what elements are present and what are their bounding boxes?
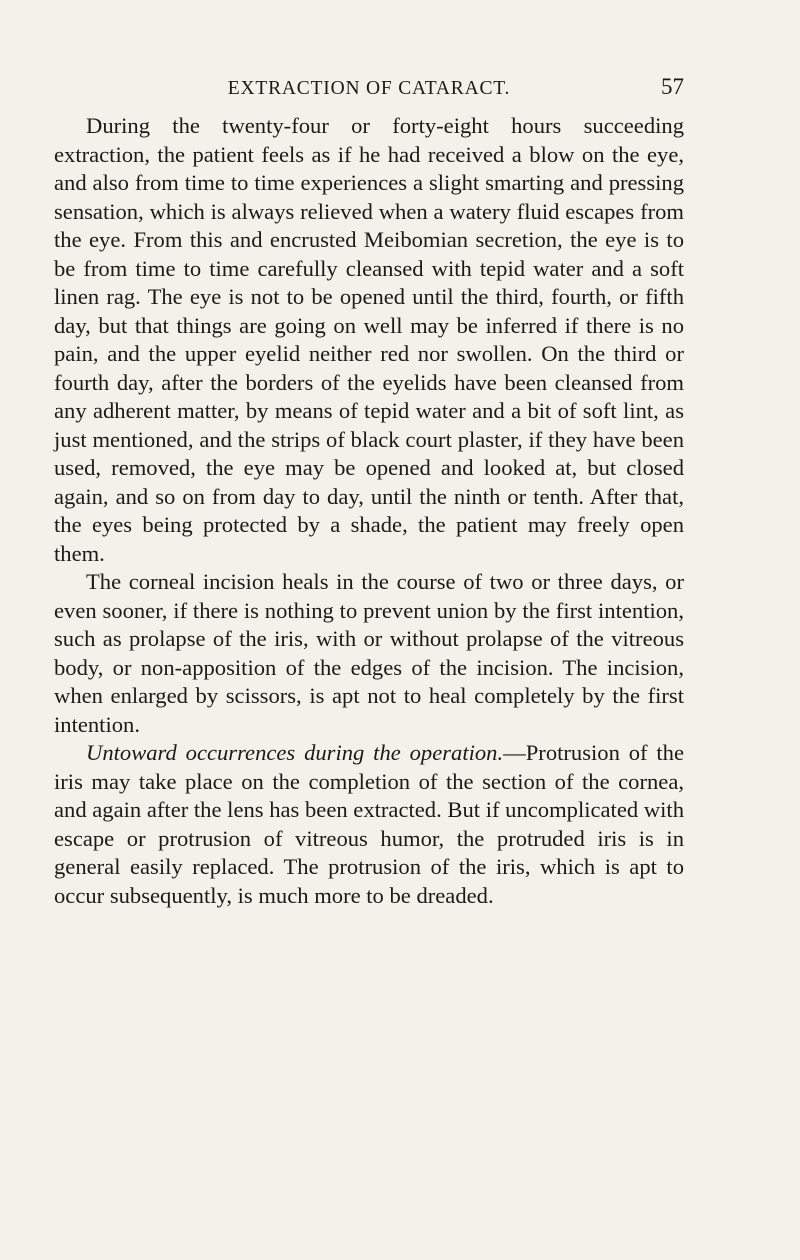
paragraph-1: During the twenty-four or forty-eight hours succeeding extraction, the patient feels as if he had received a blow on the eye, and also from time to time experiences a slight smarting and pressing sensation, which is always relieved when a watery fluid escapes from the eye. From this and encrusted Meibomian secretion, the eye is to be from time to time carefully cleansed with tepid water and a soft linen rag. The eye is not to be opened until the third, fourth, or fifth day, but that things are going on well may be inferred if there is no pain, and the upper eyelid neither red nor swollen. On the third or fourth day, after the borders of the eyelids have been cleansed from any adherent matter, by means of tepid water and a bit of soft lint, as just mentioned, and the strips of black court plaster, if they have been used, removed, the eye may be opened and looked at, but closed again, and so on from day to day, until the ninth or tenth. After that, the eyes being protected by a shade, the patient may freely open them. xyxy=(54,113,684,566)
page-number: 57 xyxy=(661,74,684,99)
body-text xyxy=(54,112,684,910)
paragraph-2: The corneal incision heals in the course of two or three days, or even sooner, if there is nothing to prevent union by the first intention, such as prolapse of the iris, with or without prolapse of the vitreous body, or non-apposition of the edges of the incision. The incision, when enlarged by scissors, is apt not to heal completely by the first intention. xyxy=(54,569,684,737)
page-header xyxy=(54,72,684,108)
section-heading: Untoward occurrences during the operation. xyxy=(86,740,504,765)
paragraph-3-text: —Protrusion of the iris may take place on the completion of the section of the cornea, and again after the lens has been extracted. But if uncomplicated with escape or protrusion of vitreous humor, the protruded iris is in general easily replaced. The protrusion of the iris, which is apt to occur subsequently, is much more to be dreaded. xyxy=(54,740,684,908)
running-title: EXTRACTION OF CATARACT. xyxy=(227,78,511,99)
paragraph-3 xyxy=(54,739,684,910)
